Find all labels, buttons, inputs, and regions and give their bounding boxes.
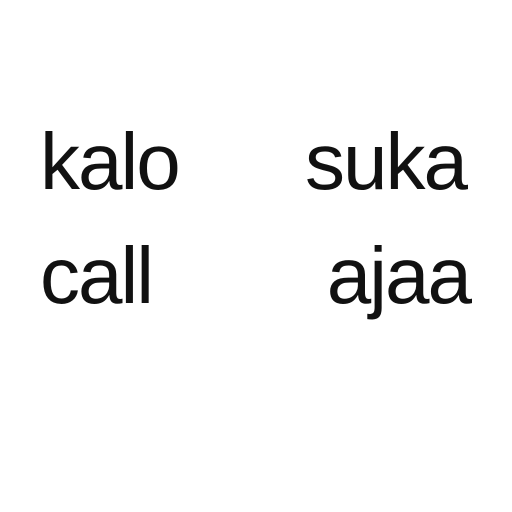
word-bottom-right: ajaa bbox=[326, 231, 470, 320]
word-bottom-left: call bbox=[40, 231, 153, 320]
word-top-left: kalo bbox=[40, 117, 179, 206]
word-top-right: suka bbox=[305, 117, 466, 206]
